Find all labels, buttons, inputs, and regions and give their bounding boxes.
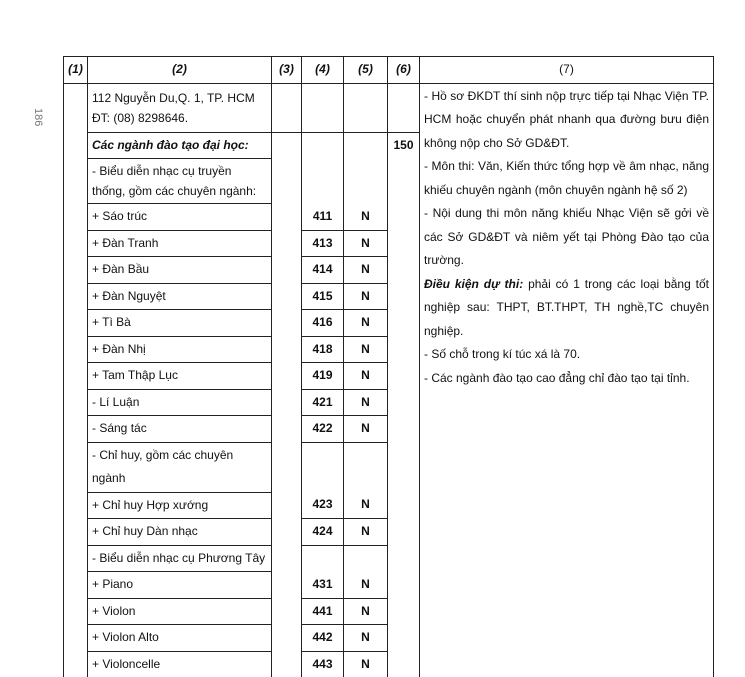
- major-name: + Violon: [88, 598, 272, 625]
- note-4: [424, 273, 709, 344]
- major-name: + Chỉ huy Hợp xướng: [88, 492, 272, 519]
- note-2: - Môn thi: Văn, Kiến thức tổng hợp về âm nhạc, năng khiếu chuyên ngành (môn chuyên ngành hệ số 2): [424, 159, 709, 197]
- header-col-5: (5): [344, 57, 388, 84]
- major-code: 416: [302, 310, 344, 337]
- major-code: 414: [302, 257, 344, 284]
- header-col-6: (6): [388, 57, 420, 84]
- header-col-3: (3): [272, 57, 302, 84]
- exam-block: N: [344, 572, 388, 599]
- group-conducting: - Chỉ huy, gồm các chuyên ngành: [88, 442, 272, 492]
- major-name: + Piano: [88, 572, 272, 599]
- address-line2: ĐT: (08) 8298646.: [92, 110, 189, 125]
- exam-block: N: [344, 230, 388, 257]
- major-code: 415: [302, 283, 344, 310]
- address-cell: [88, 83, 272, 132]
- page-number: 186: [32, 108, 44, 127]
- major-code: 413: [302, 230, 344, 257]
- exam-block: N: [344, 651, 388, 677]
- major-name: + Đàn Tranh: [88, 230, 272, 257]
- col1-cell: [64, 83, 88, 677]
- major-code: 441: [302, 598, 344, 625]
- group-traditional: - Biểu diễn nhạc cụ truyền thống, gồm các chuyên ngành:: [88, 159, 272, 204]
- major-name: + Đàn Nguyệt: [88, 283, 272, 310]
- major-code: 424: [302, 519, 344, 546]
- header-col-7: (7): [420, 57, 714, 84]
- major-name: + Chỉ huy Dàn nhạc: [88, 519, 272, 546]
- major-code: 443: [302, 651, 344, 677]
- note-3: - Nội dung thi môn năng khiếu Nhạc Viện sẽ gởi về các Sở GD&ĐT và niêm yết tại Phòng Đào tạo của trường.: [424, 206, 709, 267]
- major-code: 418: [302, 336, 344, 363]
- major-name: + Tam Thập Lục: [88, 363, 272, 390]
- major-code: 422: [302, 416, 344, 443]
- header-col-4: (4): [302, 57, 344, 84]
- exam-block: N: [344, 389, 388, 416]
- major-name: + Violon Alto: [88, 625, 272, 652]
- major-name: + Đàn Nhị: [88, 336, 272, 363]
- major-name: + Tì Bà: [88, 310, 272, 337]
- admissions-table: [63, 56, 714, 677]
- exam-block: N: [344, 283, 388, 310]
- exam-block: N: [344, 363, 388, 390]
- exam-block: N: [344, 257, 388, 284]
- major-code: 419: [302, 363, 344, 390]
- major-name: + Đàn Bầu: [88, 257, 272, 284]
- header-col-1: (1): [64, 57, 88, 84]
- address-line1: 112 Nguyễn Du,Q. 1, TP. HCM: [92, 90, 255, 105]
- exam-block: N: [344, 519, 388, 546]
- quota-cell: 150: [388, 132, 420, 159]
- note-4-text: phải có 1 trong các loại bằng tốt nghiệp sau: THPT, BT.THPT, TH nghề,TC chuyên nghiệp.: [424, 276, 709, 338]
- group-western: - Biểu diễn nhạc cụ Phương Tây: [88, 545, 272, 572]
- section-title: Các ngành đào tạo đại học:: [88, 132, 272, 159]
- major-code: 421: [302, 389, 344, 416]
- note-5: - Số chỗ trong kí túc xá là 70.: [424, 347, 581, 361]
- major-code: 411: [302, 204, 344, 231]
- note-1: - Hồ sơ ĐKDT thí sinh nộp trực tiếp tại Nhạc Viện TP. HCM hoặc chuyển phát nhanh qua đường bưu điện không nộp cho Sở GD&ĐT.: [424, 88, 709, 150]
- exam-block: N: [344, 416, 388, 443]
- major-name: - Lí Luận: [88, 389, 272, 416]
- header-col-2: (2): [88, 57, 272, 84]
- major-code: 442: [302, 625, 344, 652]
- address-row: [64, 83, 714, 132]
- notes-cell: [420, 83, 714, 677]
- major-name: - Sáng tác: [88, 416, 272, 443]
- major-code: 423: [302, 492, 344, 519]
- note-6: - Các ngành đào tạo cao đẳng chỉ đào tạo tại tỉnh.: [424, 370, 690, 385]
- header-row: [64, 57, 714, 84]
- exam-block: N: [344, 310, 388, 337]
- note-4-label: Điều kiện dự thi:: [424, 276, 524, 291]
- major-name: + Sáo trúc: [88, 204, 272, 231]
- major-code: 431: [302, 572, 344, 599]
- exam-block: N: [344, 204, 388, 231]
- exam-block: N: [344, 492, 388, 519]
- major-name: + Violoncelle: [88, 651, 272, 677]
- exam-block: N: [344, 598, 388, 625]
- exam-block: N: [344, 336, 388, 363]
- exam-block: N: [344, 625, 388, 652]
